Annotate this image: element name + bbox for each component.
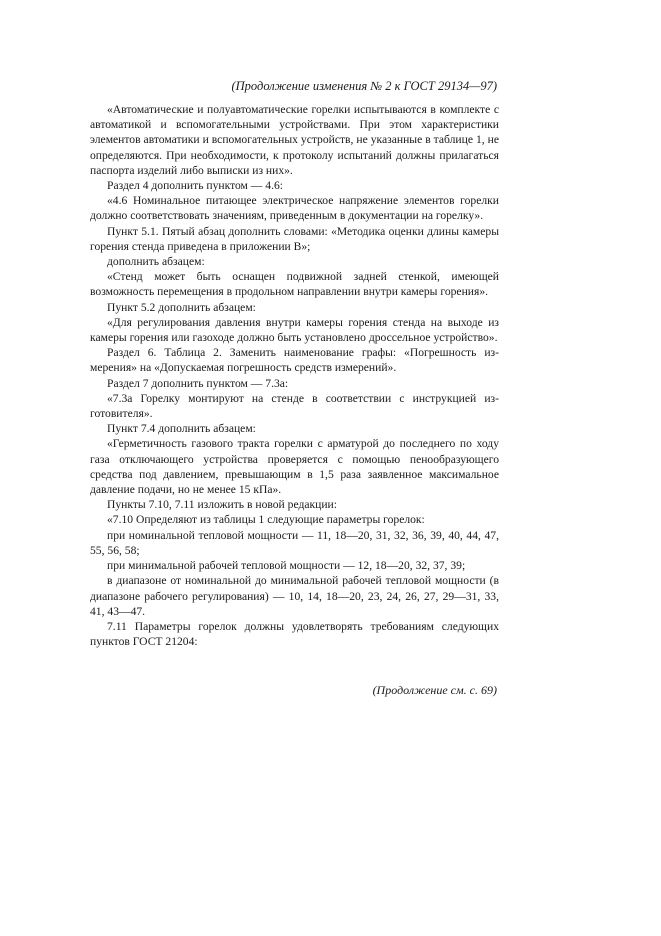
paragraph: «Герметичность газового тракта горелки с арматурой до последнего по ходу газа отключающего устройства проверяется с помощью пенообразующего средства под давлением, превышающим в 1,5 раза заявленное максимальное давление подачи, но не менее 15 кПа».: [90, 437, 499, 497]
paragraph: Пункт 5.1. Пятый абзац дополнить словами: «Методика оценки длины камеры горения стенда приведена в приложении В»;: [90, 224, 499, 253]
page-header: (Продолжение изменения № 2 к ГОСТ 29134—97): [231, 79, 497, 93]
document-body: [90, 102, 499, 649]
paragraph: при минимальной рабочей тепловой мощности — 12, 18—20, 32, 37, 39;: [107, 559, 466, 573]
paragraph: Раздел 7 дополнить пунктом — 7.3а:: [107, 376, 289, 390]
paragraph: «7.10 Определяют из таблицы 1 следующие параметры горелок:: [107, 513, 425, 527]
paragraph: дополнить абзацем:: [107, 255, 205, 269]
paragraph: Раздел 4 дополнить пунктом — 4.6:: [107, 179, 283, 193]
paragraph: «Для регулирования давления внутри камеры горения стенда на выходе из камеры горения или газоходе должно быть установлено дроссельное устройство».: [90, 315, 499, 345]
paragraph: в диапазоне от номинальной до минимальной рабочей тепловой мощности (в диапазоне рабочего регулирования) — 10, 14, 18—20, 23, 24, 26, 27, 29—31, 33, 41, 43—47.: [90, 574, 499, 618]
paragraph: «Стенд может быть оснащен подвижной задней стенкой, имеющей возможность перемещения в продольном направлении внутри камеры горения».: [90, 270, 499, 299]
paragraph: Пункты 7.10, 7.11 изложить в новой редакции:: [107, 498, 337, 512]
paragraph: Пункт 7.4 дополнить абзацем:: [107, 422, 256, 436]
paragraph: Раздел 6. Таблица 2. Заменить наименование графы: «Погрешность измерения» на «Допускаемая погрешность средств измерений».: [90, 346, 499, 375]
page-footer: (Продолжение см. с. 69): [372, 683, 497, 697]
paragraph: 7.11 Параметры горелок должны удовлетворять требованиям следующих пунктов ГОСТ 21204:: [90, 619, 499, 649]
paragraph: при номинальной тепловой мощности — 11, 18—20, 31, 32, 36, 39, 40, 44, 47, 55, 56, 58;: [90, 528, 499, 557]
paragraph: «4.6 Номинальное питающее электрическое напряжение элементов горелки должно соответствовать значениям, приведенным в документации на горелку».: [90, 194, 499, 223]
paragraph: Пункт 5.2 дополнить абзацем:: [107, 300, 256, 314]
paragraph: «Автоматические и полуавтоматические горелки испытываются в комплекте с автоматикой и вспомогательными устройствами. При этом характеристики элементов автоматики и вспомогательных устройств, не указанные в таблице 1, не определяются. При необходимости, к протоколу испытаний должны прилагаться паспорта изделий либо выписки из них».: [90, 103, 499, 177]
paragraph: «7.3а Горелку монтируют на стенде в соответствии с инструкцией изготовителя».: [90, 391, 499, 421]
